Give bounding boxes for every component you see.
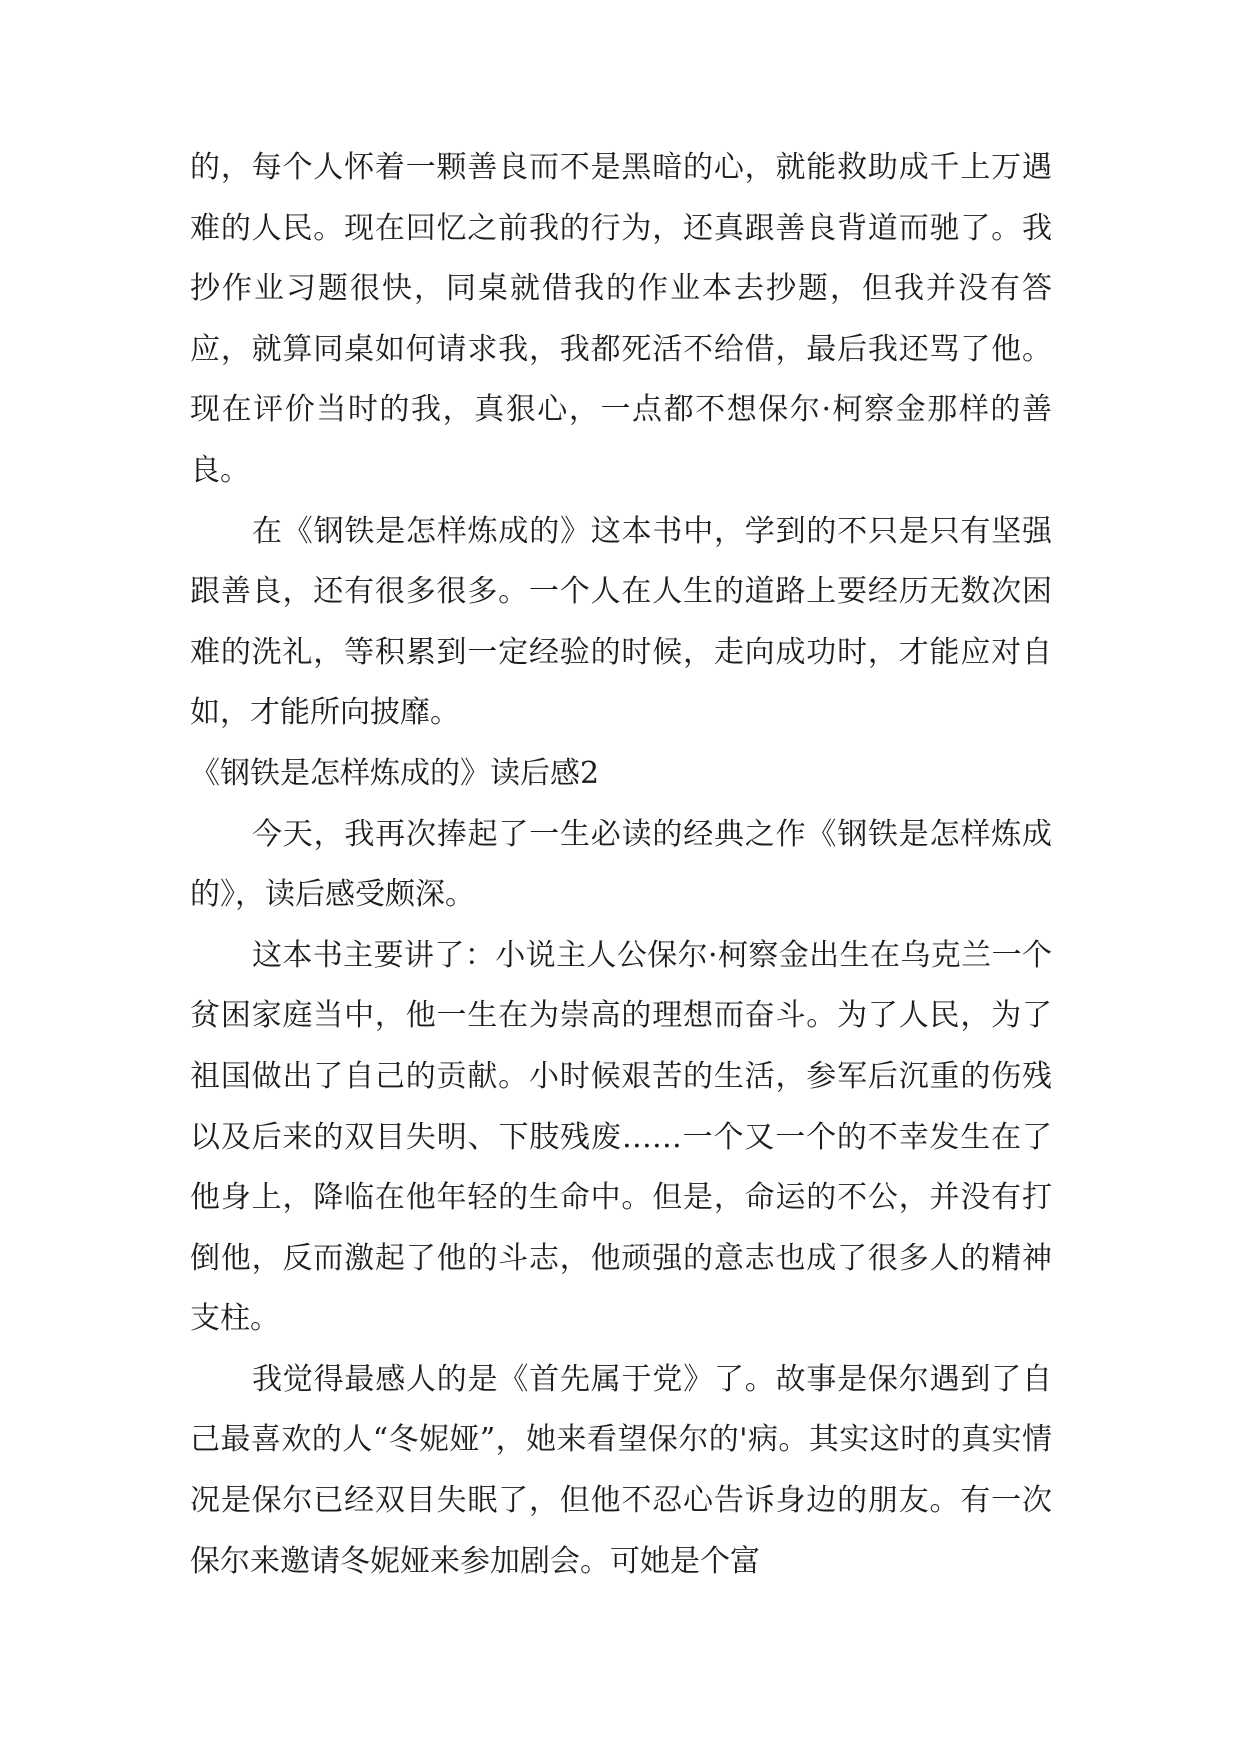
body-paragraph: 我觉得最感人的是《首先属于党》了。故事是保尔遇到了自己最喜欢的人“冬妮娅”，她来看望保尔的'病。其实这时的真实情况是保尔已经双目失眠了，但他不忍心告诉身边的朋友。有一次保尔来邀请冬妮娅来参加剧会。可她是个富 — [190, 1361, 1052, 1579]
body-paragraph: 今天，我再次捧起了一生必读的经典之作《钢铁是怎样炼成的》，读后感受颇深。 — [190, 816, 1052, 913]
body-paragraph: 的，每个人怀着一颗善良而不是黑暗的心，就能救助成千上万遇难的人民。现在回忆之前我的行为，还真跟善良背道而驰了。我抄作业习题很快，同桌就借我的作业本去抄题，但我并没有答应，就算同桌如何请求我，我都死活不给借，最后我还骂了他。现在评价当时的我，真狠心，一点都不想保尔·柯察金那样的善良。 — [190, 150, 1052, 488]
body-paragraph: 在《钢铁是怎样炼成的》这本书中，学到的不只是只有坚强跟善良，还有很多很多。一个人在人生的道路上要经历无数次困难的洗礼，等积累到一定经验的时候，走向成功时，才能应对自如，才能所向披靡。 — [190, 513, 1052, 731]
section-heading: 《钢铁是怎样炼成的》读后感2 — [190, 755, 600, 791]
document-body — [190, 138, 1052, 1592]
body-paragraph: 这本书主要讲了：小说主人公保尔·柯察金出生在乌克兰一个贫困家庭当中，他一生在为崇高的理想而奋斗。为了人民，为了祖国做出了自己的贡献。小时候艰苦的生活，参军后沉重的伤残以及后来的双目失明、下肢残废……一个又一个的不幸发生在了他身上，降临在他年轻的生命中。但是，命运的不公，并没有打倒他，反而激起了他的斗志，他顽强的意志也成了很多人的精神支柱。 — [190, 937, 1052, 1337]
